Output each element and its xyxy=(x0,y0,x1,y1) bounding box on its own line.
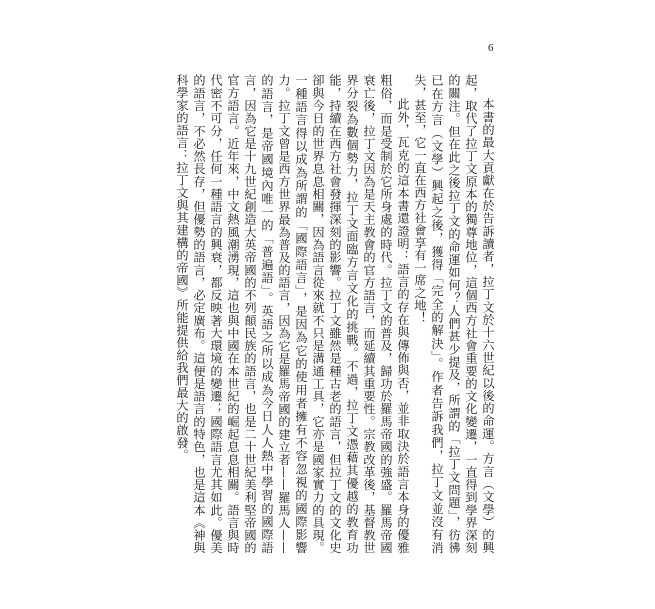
paragraph-2: 此外，瓦克的這本書還證明：語言的存在與傳佈與否，並非取決於語言本身的優雅粗俗，而是受制於它所身處的時代。拉丁文的普及，歸功於羅馬帝國的強盛。羅馬帝國衰亡後，拉丁文因為是天主教會的官方語言，而延續其重要性。宗教改革後，基督教世界分裂為數個勢力，拉丁文面臨方言文化的挑戰。不過，拉丁文憑藉其優越的教育功能，持續在西方社會發揮深刻的影響。拉丁文雖然是種古老的語言，但拉丁文的文化史卻與今日的世界息息相關，因為語言從來就不只是溝通工具，它亦是國家實力的具現。一種語言得以成為所謂的「國際語言」，是因為它的使用者擁有不容忽視的國際影響力。拉丁文曾是西方世界最為普及的語言，因為它是羅馬帝國的建立者——羅馬人——的語言，是帝國境內唯一的「普遍語」。英語之所以成為今日人人熱中學習的國際語言，因為它是十九世紀創造大英帝國的不列顛民族的語言，也是二十世紀美利堅帝國的官方語言。近年來，中文熱風潮湧現，這也與中國在本世紀的崛起息息相關。語言與時代密不可分，任何一種語言的興衰，都反映著大環境的變遷；國際語言尤其如此。優美的語言，不必然長存，但優勢的語言，必定廣布。這便是語言的特色，也是這本《神與科學家的語言：拉丁文與其建構的帝國》所能提供給我們最大的啟發。 xyxy=(175,74,410,554)
body-text xyxy=(175,74,496,554)
page-number: 6 xyxy=(488,42,494,54)
paragraph-1: 本書的最大貢獻在於告訴讀者，拉丁文於十六世紀以後的命運。方言（文學）的興起，取代了拉丁文原本的獨尊地位，這個西方社會重要的文化變遷，一直得到學界深刻的關注。但在此之後拉丁文的命運如何？人們甚少提及，所謂的「拉丁文問題」，彷彿已在方言（文學）興起之後，獲得「完全的解決」。作者告訴我們，拉丁文並沒有消失，甚至，它一直在西方社會享有一席之地！ xyxy=(413,74,495,554)
